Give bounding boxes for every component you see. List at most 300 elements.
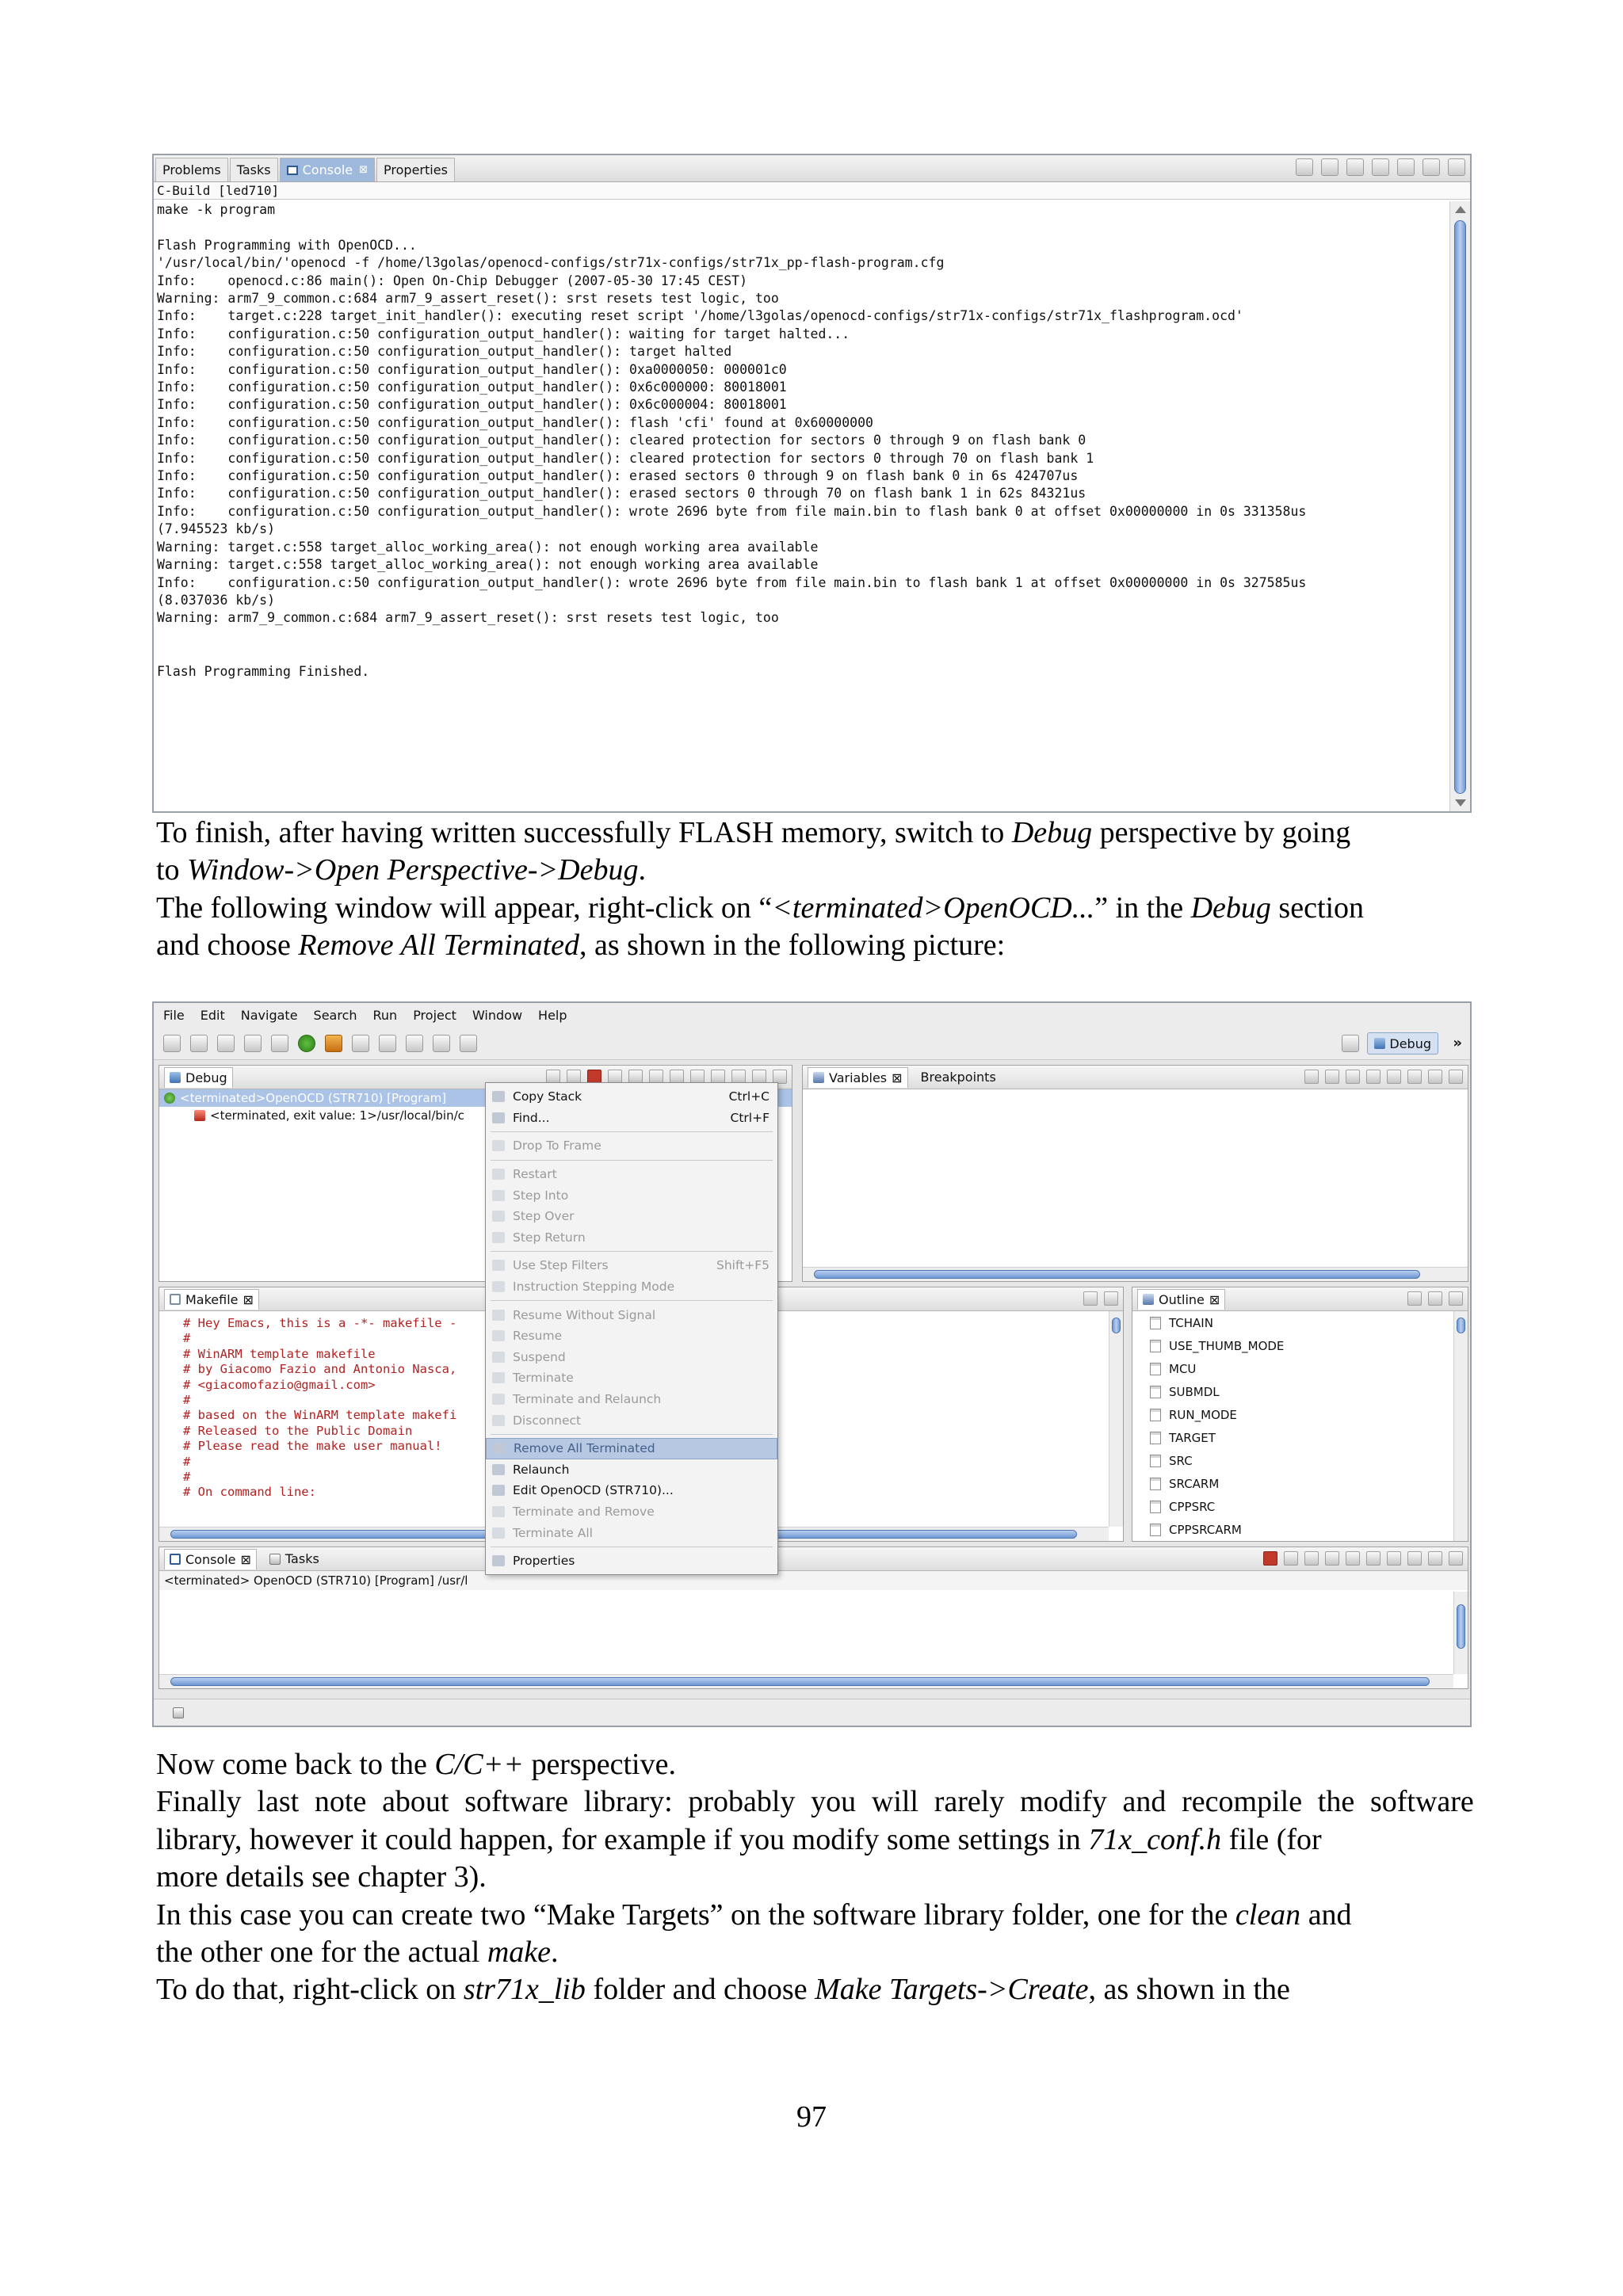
- console-line: Info: configuration.c:50 configuration_output_handler(): waiting for target halted...: [157, 326, 850, 341]
- text-word: library:: [583, 1785, 673, 1819]
- console-line: Info: openocd.c:86 main(): Open On-Chip Debugger (2007-05-30 17:45 CEST): [157, 273, 748, 288]
- text-span: .: [638, 853, 646, 887]
- outline-list: [1132, 1311, 1468, 1541]
- tab-tasks-label: Tasks: [285, 1551, 319, 1566]
- console-line: Info: configuration.c:50 configuration_output_handler(): flash 'cfi' found at 0x60000000: [157, 414, 873, 430]
- menu-item-label: Suspend: [513, 1349, 566, 1364]
- menu-item-icon: [492, 1527, 505, 1539]
- code-line: # Hey Emacs, this is a -*- makefile -: [183, 1316, 457, 1330]
- remove-all-icon[interactable]: [1387, 1070, 1401, 1084]
- text-span: make: [487, 1936, 552, 1970]
- console-icon: [287, 166, 298, 175]
- tab-debug-label: Debug: [185, 1070, 227, 1085]
- text-span: Now come back to the: [156, 1748, 435, 1781]
- outline-item[interactable]: [1132, 1472, 1468, 1495]
- fast-view-icon[interactable]: [173, 1707, 184, 1718]
- ide-screenshot: [152, 1001, 1472, 1727]
- scroll-up-icon[interactable]: [1455, 206, 1466, 213]
- context-menu-item[interactable]: [486, 1086, 777, 1108]
- text-line: more details see chapter 3).: [156, 1860, 487, 1894]
- show-type-icon[interactable]: [1304, 1070, 1319, 1084]
- scrollbar-thumb[interactable]: [1457, 1604, 1465, 1649]
- menu-item-icon: [492, 1190, 505, 1201]
- menu-item-icon: [492, 1281, 505, 1292]
- text-span: , as shown in the following picture:: [579, 929, 1006, 963]
- variables-view-header: [803, 1066, 1468, 1089]
- outline-item[interactable]: [1132, 1357, 1468, 1380]
- outline-item-label: CPPSRC: [1169, 1499, 1216, 1514]
- context-menu-item[interactable]: [486, 1184, 777, 1206]
- console-line: Info: configuration.c:50 configuration_output_handler(): 0x6c000000: 80018001: [157, 379, 787, 395]
- display-console-icon[interactable]: [1372, 158, 1389, 176]
- outline-item-label: USE_THUMB_MODE: [1169, 1338, 1285, 1353]
- text-span: section: [1270, 891, 1365, 925]
- context-menu-item[interactable]: [486, 1347, 777, 1368]
- show-logical-icon[interactable]: [1325, 1070, 1339, 1084]
- console-status-text: <terminated> OpenOCD (STR710) [Program] /usr/l: [164, 1573, 468, 1588]
- menu-item-label: Instruction Stepping Mode: [513, 1280, 675, 1295]
- page-number: 97: [796, 2100, 827, 2134]
- tree-item-label: <terminated, exit value: 1>/usr/local/bin/c: [210, 1108, 464, 1123]
- text-word: note: [314, 1785, 367, 1819]
- console-line: Info: configuration.c:50 configuration_output_handler(): 0x6c000004: 80018001: [157, 397, 787, 413]
- scrollbar-thumb[interactable]: [1112, 1318, 1121, 1333]
- context-menu-item[interactable]: [486, 1550, 777, 1572]
- console-line: (8.037036 kb/s): [157, 592, 276, 608]
- menu-item[interactable]: Navigate: [240, 1007, 298, 1023]
- close-icon[interactable]: ⊠: [359, 164, 369, 176]
- code-line: # Please read the make user manual!: [183, 1439, 442, 1454]
- variables-view-toolbar: [1304, 1070, 1463, 1084]
- debug-icon: [170, 1072, 181, 1083]
- text-span: ” in the: [1094, 891, 1191, 925]
- scrollbar-thumb[interactable]: [814, 1270, 1420, 1279]
- save-icon[interactable]: [190, 1035, 208, 1052]
- text-span: and: [1300, 1897, 1352, 1932]
- text-span: library, however it could happen, for example if you modify some settings in: [156, 1822, 1089, 1856]
- scroll-down-icon[interactable]: [1455, 799, 1466, 807]
- outline-vscrollbar[interactable]: [1453, 1311, 1468, 1541]
- close-icon[interactable]: ⊠: [892, 1070, 903, 1085]
- console-line: Info: configuration.c:50 configuration_output_handler(): cleared protection for sectors 0 through 70 on flash bank 1: [157, 450, 1094, 466]
- tab-tasks[interactable]: [265, 1549, 324, 1569]
- pin-console-icon[interactable]: [1366, 1551, 1381, 1566]
- context-menu-item[interactable]: [486, 1501, 777, 1523]
- menu-item-icon: [492, 1330, 505, 1341]
- context-menu-item[interactable]: [486, 1206, 777, 1227]
- text-line: [156, 1971, 1474, 2008]
- menu-item-label: Drop To Frame: [513, 1138, 601, 1154]
- menu-item-icon: [492, 1310, 505, 1321]
- console-line: [157, 645, 1446, 662]
- minimize-icon[interactable]: [1083, 1291, 1098, 1306]
- outline-item[interactable]: [1132, 1426, 1468, 1449]
- variables-view: [802, 1065, 1468, 1282]
- menu-item-icon: [492, 1506, 505, 1517]
- pin-console-icon[interactable]: [1346, 158, 1364, 176]
- variables-icon: [813, 1072, 824, 1083]
- menu-item-label: Resume Without Signal: [513, 1307, 656, 1322]
- menu-item-icon: [492, 1140, 505, 1151]
- text-span: The following window will appear, right-click on “: [156, 891, 773, 925]
- context-menu: [485, 1082, 778, 1575]
- minimize-icon[interactable]: [1428, 1551, 1442, 1566]
- menu-separator: [491, 1434, 773, 1435]
- console-line: '/usr/local/bin/'openocd -f /home/l3golas/openocd-configs/str71x-configs/str71x_pp-flash-program.cfg: [157, 255, 945, 271]
- console-vscrollbar[interactable]: [1453, 1592, 1468, 1674]
- text-span: .: [551, 1936, 559, 1970]
- code-line: # by Giacomo Fazio and Antonio Nasca,: [183, 1362, 457, 1377]
- text-span: str71x_lib: [463, 1973, 586, 2007]
- context-menu-item[interactable]: [486, 1276, 777, 1298]
- menu-item-icon: [492, 1555, 505, 1566]
- code-line: # Released to the Public Domain: [183, 1423, 413, 1438]
- text-line: [156, 852, 1474, 889]
- text-word: last: [257, 1785, 300, 1819]
- console-screenshot: [152, 154, 1472, 813]
- macro-icon: [1150, 1317, 1161, 1329]
- build-icon[interactable]: [244, 1035, 262, 1052]
- menu-item-label: Properties: [513, 1554, 575, 1569]
- console-line: Info: configuration.c:50 configuration_output_handler(): erased sectors 0 through 9 on flash bank 0 in 6s 424707us: [157, 468, 1079, 484]
- menu-item-icon: [492, 1485, 505, 1496]
- console-line: Warning: target.c:558 target_alloc_working_area(): not enough working area available: [157, 539, 819, 555]
- context-menu-item[interactable]: [486, 1367, 777, 1389]
- menu-item[interactable]: File: [163, 1007, 185, 1023]
- view-menu-icon[interactable]: [1407, 1070, 1422, 1084]
- annotation-icon[interactable]: [406, 1035, 423, 1052]
- outline-item-label: MCU: [1169, 1361, 1197, 1376]
- text-word: Finally: [156, 1785, 242, 1819]
- console-line: [157, 627, 1446, 645]
- more-perspectives-icon[interactable]: »: [1453, 1035, 1462, 1051]
- perspective-switcher: [1342, 1032, 1438, 1055]
- code-line: #: [183, 1393, 191, 1408]
- tab-console[interactable]: [164, 1549, 257, 1569]
- console-output[interactable]: [154, 182, 1470, 811]
- tab-breakpoints[interactable]: [916, 1067, 1001, 1088]
- context-menu-item[interactable]: [486, 1480, 777, 1501]
- outline-view-toolbar: [1407, 1291, 1463, 1306]
- code-line: # WinARM template makefile: [183, 1346, 376, 1361]
- run-icon[interactable]: [298, 1035, 315, 1052]
- text-line: [156, 814, 1474, 852]
- console-hscrollbar[interactable]: [159, 1674, 1453, 1688]
- search-icon[interactable]: [379, 1035, 396, 1052]
- clear-console-icon[interactable]: [1325, 1551, 1339, 1566]
- menu-item[interactable]: Window: [472, 1007, 523, 1023]
- text-line: [156, 1746, 1474, 1783]
- tasks-icon: [269, 1554, 281, 1565]
- tab-outline[interactable]: [1137, 1289, 1225, 1310]
- outline-item-label: RUN_MODE: [1169, 1407, 1237, 1422]
- paragraph-debug-perspective: [156, 814, 1474, 965]
- clear-console-icon[interactable]: [1321, 158, 1338, 176]
- menu-separator: [491, 1131, 773, 1132]
- context-menu-item[interactable]: [486, 1108, 777, 1129]
- context-menu-item[interactable]: [486, 1255, 777, 1276]
- context-menu-item[interactable]: [486, 1304, 777, 1325]
- main-toolbar: [154, 1027, 1470, 1060]
- open-console-icon[interactable]: [1397, 158, 1415, 176]
- text-span: and choose: [156, 929, 299, 963]
- menu-item[interactable]: Run: [372, 1007, 398, 1023]
- menu-separator: [491, 1300, 773, 1301]
- text-span: , as shown in the: [1088, 1973, 1290, 2007]
- text-span: folder and choose: [585, 1973, 815, 2007]
- menu-item-label: Step Over: [513, 1209, 575, 1224]
- menu-item-shortcut: Shift+F5: [716, 1258, 769, 1273]
- outline-item[interactable]: [1132, 1518, 1468, 1541]
- text-span: In this case you can create two “Make Targets” on the software library folder, one for the: [156, 1897, 1235, 1932]
- sort-icon[interactable]: [1407, 1291, 1422, 1306]
- text-span: perspective by going: [1092, 816, 1351, 849]
- menu-item-label: Disconnect: [513, 1413, 582, 1428]
- macro-icon: [1150, 1340, 1161, 1352]
- menu-item-icon: [493, 1443, 506, 1454]
- scrollbar-thumb[interactable]: [1457, 1318, 1465, 1333]
- menu-item-label: Relaunch: [513, 1462, 570, 1477]
- outline-item[interactable]: [1132, 1495, 1468, 1518]
- text-word: and: [1122, 1785, 1167, 1819]
- tab-debug[interactable]: [164, 1067, 233, 1088]
- menu-item-label: Step Return: [513, 1230, 586, 1245]
- tab-tasks[interactable]: Tasks: [230, 158, 278, 181]
- menu-item-icon: [492, 1415, 505, 1426]
- text-word: probably: [688, 1785, 796, 1819]
- outline-item-label: TCHAIN: [1169, 1315, 1213, 1330]
- console-scrollbar[interactable]: [1449, 201, 1470, 811]
- outline-item[interactable]: [1132, 1311, 1468, 1334]
- scrollbar-thumb[interactable]: [170, 1677, 1430, 1686]
- macro-icon: [1150, 1386, 1161, 1398]
- text-line: [156, 927, 1474, 964]
- menu-item-icon: [492, 1372, 505, 1383]
- outline-item[interactable]: [1132, 1334, 1468, 1357]
- close-icon[interactable]: ⊠: [1209, 1291, 1220, 1307]
- context-menu-item[interactable]: [486, 1227, 777, 1249]
- menu-item-label: Terminate and Remove: [513, 1504, 655, 1519]
- code-line: #: [183, 1331, 191, 1346]
- text-word: software: [464, 1785, 569, 1819]
- open-perspective-icon[interactable]: [1342, 1035, 1359, 1052]
- menu-item-label: Terminate: [513, 1371, 574, 1386]
- macro-icon: [1150, 1478, 1161, 1490]
- console-line: Info: configuration.c:50 configuration_output_handler(): wrote 2696 byte from file main.bin to flash bank 1 at offset 0x00000000 in 0s 327585us: [157, 574, 1307, 590]
- text-word: you: [811, 1785, 857, 1819]
- ide-console-header: [159, 1547, 1468, 1571]
- text-span: 71x_conf.h: [1088, 1822, 1222, 1856]
- console-toolbar: [1296, 158, 1465, 176]
- collapse-all-icon[interactable]: [1346, 1070, 1360, 1084]
- macro-icon: [1150, 1409, 1161, 1421]
- text-span: Debug: [1011, 816, 1093, 849]
- maximize-icon[interactable]: [1449, 1551, 1463, 1566]
- back-icon[interactable]: [433, 1035, 450, 1052]
- context-menu-item[interactable]: [486, 1389, 777, 1410]
- menu-item-icon: [492, 1112, 505, 1123]
- tab-console-label: Console: [185, 1551, 236, 1567]
- menu-item-label: Copy Stack: [513, 1089, 582, 1104]
- context-menu-item[interactable]: [486, 1522, 777, 1543]
- process-icon: [194, 1110, 205, 1121]
- context-menu-item[interactable]: [486, 1164, 777, 1185]
- console-line: Info: configuration.c:50 configuration_output_handler(): target halted: [157, 344, 732, 360]
- tab-problems[interactable]: Problems: [155, 158, 228, 181]
- ide-console-view: [158, 1547, 1468, 1689]
- forward-icon[interactable]: [460, 1035, 477, 1052]
- menu-item-label: Use Step Filters: [513, 1258, 609, 1273]
- menu-item-label: Terminate and Relaunch: [513, 1392, 662, 1407]
- tab-breakpoints-label: Breakpoints: [920, 1070, 996, 1085]
- terminate-icon[interactable]: [1263, 1551, 1277, 1566]
- menu-item-label: Edit OpenOCD (STR710)...: [513, 1483, 674, 1498]
- outline-item-label: SRC: [1169, 1453, 1193, 1468]
- outline-item-label: CPPSRCARM: [1169, 1522, 1242, 1537]
- close-icon[interactable]: ⊠: [240, 1551, 251, 1567]
- menu-bar: [154, 1003, 1470, 1027]
- text-span: Remove All Terminated: [298, 929, 580, 963]
- remove-icon[interactable]: [1366, 1070, 1381, 1084]
- menu-separator: [491, 1251, 773, 1252]
- text-span: Make Targets->Create: [815, 1973, 1089, 2007]
- menu-item[interactable]: Edit: [200, 1007, 225, 1023]
- context-menu-item[interactable]: [486, 1325, 777, 1347]
- console-line: Info: configuration.c:50 configuration_output_handler(): erased sectors 0 through 70 on flash bank 1 in 62s 84321us: [157, 486, 1086, 502]
- perspective-debug-button[interactable]: [1367, 1032, 1438, 1055]
- perspective-label: Debug: [1389, 1035, 1431, 1051]
- maximize-icon[interactable]: [1448, 158, 1465, 176]
- context-menu-item[interactable]: [486, 1409, 777, 1431]
- console-status-line: [159, 1571, 1468, 1590]
- maximize-icon[interactable]: [1449, 1291, 1463, 1306]
- text-span: Debug: [1190, 891, 1271, 925]
- outline-item[interactable]: [1132, 1403, 1468, 1426]
- menu-item-label: Find...: [513, 1110, 550, 1125]
- minimize-icon[interactable]: [1428, 1291, 1442, 1306]
- debug-run-icon[interactable]: [271, 1035, 288, 1052]
- close-icon[interactable]: ⊠: [242, 1291, 254, 1307]
- text-word: recompile: [1182, 1785, 1303, 1819]
- menu-item-icon: [492, 1394, 505, 1405]
- external-tools-icon[interactable]: [325, 1035, 342, 1052]
- text-span: To do that, right-click on: [156, 1973, 464, 2007]
- console-line: Warning: target.c:558 target_alloc_working_area(): not enough working area available: [157, 557, 819, 573]
- macro-icon: [1150, 1363, 1161, 1375]
- tab-variables[interactable]: [808, 1067, 908, 1088]
- console-line: Info: configuration.c:50 configuration_output_handler(): wrote 2696 byte from file main.bin to flash bank 0 at offset 0x00000000 in 0s 331358us: [157, 503, 1307, 519]
- tab-makefile[interactable]: [164, 1289, 259, 1310]
- scrollbar-thumb[interactable]: [1454, 220, 1466, 794]
- maximize-icon[interactable]: [1449, 1070, 1463, 1084]
- tab-variables-label: Variables: [829, 1070, 888, 1085]
- display-console-icon[interactable]: [1387, 1551, 1401, 1566]
- code-line: # <giacomofazio@gmail.com>: [183, 1377, 376, 1392]
- menu-item-label: Restart: [513, 1167, 557, 1182]
- variables-hscrollbar[interactable]: [803, 1267, 1468, 1281]
- text-word: about: [382, 1785, 449, 1819]
- print-icon[interactable]: [217, 1035, 235, 1052]
- outline-item[interactable]: [1132, 1380, 1468, 1403]
- context-menu-item[interactable]: [486, 1459, 777, 1481]
- text-line: [156, 1821, 1474, 1859]
- text-span: To finish, after having written successfully FLASH memory, switch to: [156, 816, 1012, 849]
- scroll-lock-icon[interactable]: [1346, 1551, 1360, 1566]
- code-line: #: [183, 1454, 191, 1469]
- outline-item-label: SUBMDL: [1169, 1384, 1220, 1399]
- menu-item-shortcut: Ctrl+F: [730, 1110, 769, 1125]
- text-span: file (for: [1221, 1822, 1322, 1856]
- text-line: [156, 1934, 1474, 1971]
- context-menu-item[interactable]: [486, 1135, 777, 1157]
- console-line: (7.945523 kb/s): [157, 521, 276, 537]
- macro-icon: [1150, 1501, 1161, 1513]
- menu-item-icon: [492, 1260, 505, 1271]
- open-console-icon[interactable]: [1407, 1551, 1422, 1566]
- new-icon[interactable]: [163, 1035, 181, 1052]
- outline-item-label: TARGET: [1169, 1430, 1216, 1445]
- minimize-icon[interactable]: [1423, 158, 1440, 176]
- menu-item-icon: [492, 1352, 505, 1363]
- remove-all-icon[interactable]: [1304, 1551, 1319, 1566]
- text-span: Window->Open Perspective->Debug: [187, 853, 639, 887]
- text-line: [156, 890, 1474, 927]
- console-build-label: C-Build [led710]: [154, 182, 1470, 200]
- menu-item[interactable]: Help: [538, 1007, 567, 1023]
- console-line: Flash Programming with OpenOCD...: [157, 237, 417, 253]
- outline-view: [1132, 1287, 1468, 1542]
- lock-icon[interactable]: [1296, 158, 1313, 176]
- tab-console[interactable]: [280, 158, 375, 181]
- tab-properties[interactable]: Properties: [376, 158, 455, 181]
- menu-item-label: Step Into: [513, 1188, 569, 1203]
- tab-outline-label: Outline: [1159, 1291, 1205, 1307]
- text-line: [156, 1897, 1474, 1934]
- text-word: will: [871, 1785, 918, 1819]
- editor-vscrollbar[interactable]: [1109, 1311, 1123, 1527]
- code-line: # On command line:: [183, 1485, 316, 1500]
- tab-makefile-label: Makefile: [185, 1291, 239, 1307]
- menu-item-label: Terminate All: [513, 1525, 593, 1540]
- outline-item[interactable]: [1132, 1449, 1468, 1472]
- menu-item[interactable]: Search: [313, 1007, 357, 1023]
- console-line: Info: configuration.c:50 configuration_output_handler(): cleared protection for sectors 0 through 9 on flash bank 0: [157, 433, 1086, 448]
- text-span: perspective.: [523, 1748, 676, 1781]
- minimize-icon[interactable]: [1428, 1070, 1442, 1084]
- context-menu-item[interactable]: [486, 1438, 777, 1459]
- menu-item[interactable]: Project: [413, 1007, 456, 1023]
- console-icon: [170, 1554, 181, 1565]
- text-span: the other one for the actual: [156, 1936, 487, 1970]
- text-span: <terminated>OpenOCD...: [772, 891, 1095, 925]
- remove-launch-icon[interactable]: [1284, 1551, 1298, 1566]
- editor-toolbar: [1083, 1291, 1118, 1306]
- text-span: clean: [1235, 1897, 1301, 1932]
- text-word: rarely: [934, 1785, 1005, 1819]
- console-line: Flash Programming Finished.: [157, 663, 370, 679]
- outline-icon: [1143, 1294, 1154, 1305]
- text-word: the: [1317, 1785, 1355, 1819]
- console-line: [157, 219, 1446, 236]
- code-line: #: [183, 1470, 191, 1485]
- console-text: [157, 201, 1446, 811]
- maximize-icon[interactable]: [1104, 1291, 1118, 1306]
- menu-item-icon: [492, 1211, 505, 1222]
- menu-item-icon: [492, 1232, 505, 1243]
- menu-item-label: Remove All Terminated: [514, 1441, 655, 1456]
- open-type-icon[interactable]: [352, 1035, 369, 1052]
- menu-item-shortcut: Ctrl+C: [728, 1089, 769, 1104]
